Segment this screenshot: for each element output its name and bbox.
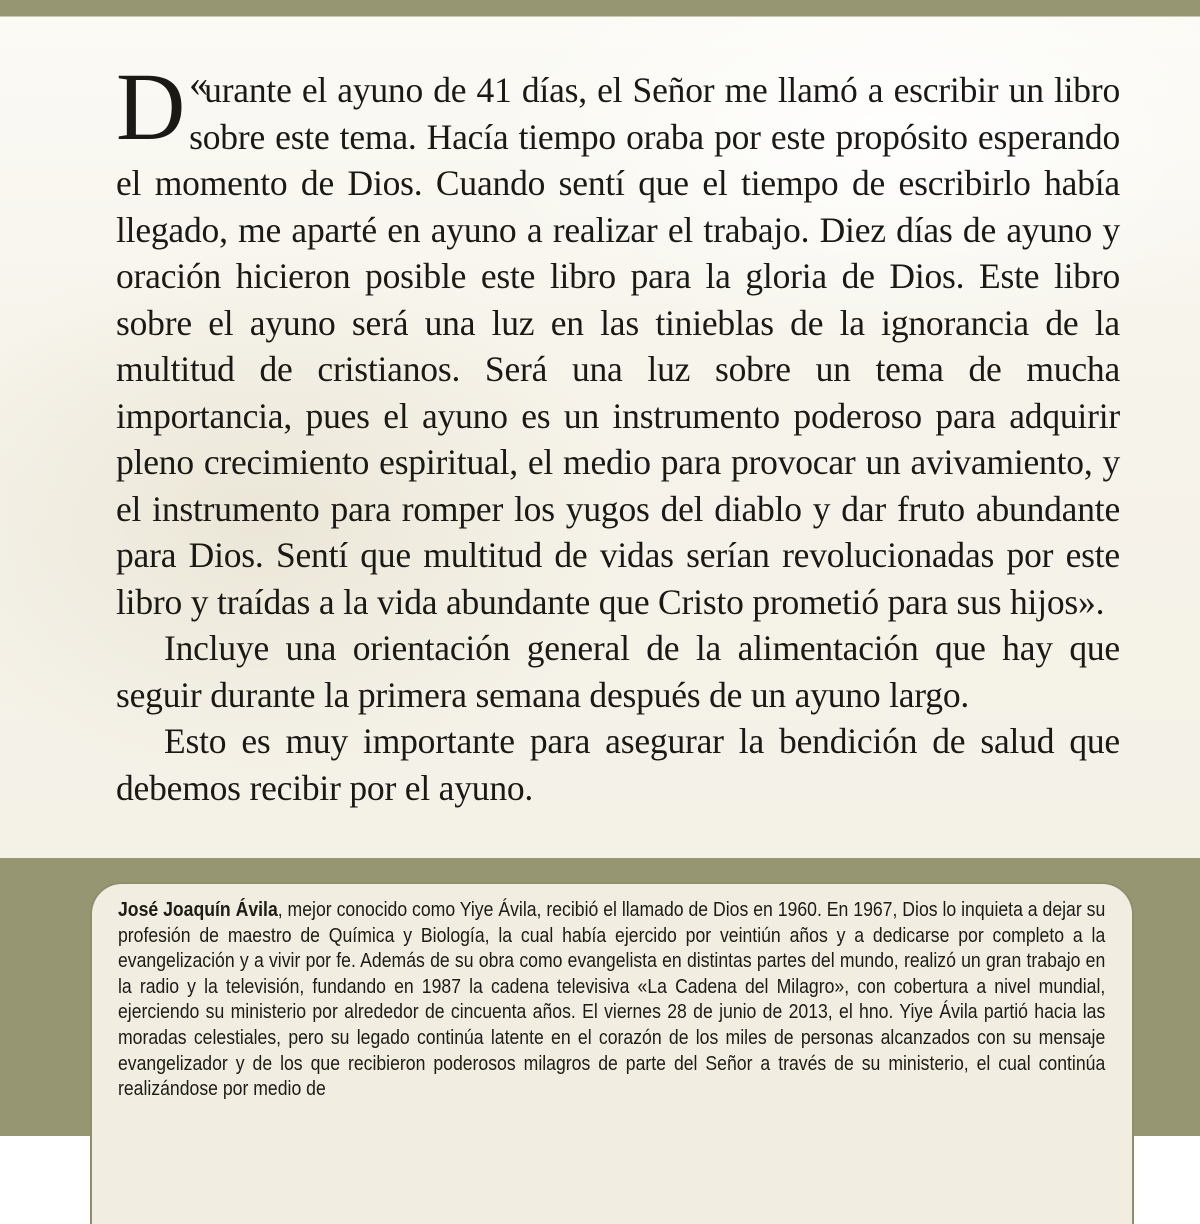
quote-paragraph-1-rest: un libro sobre este tema. Hacía tiempo oraba por este propósito esperando el momento de Dios. Cuando sentí que el tiempo de escribirlo había llegado, me aparté en ayuno a realizar el trabajo. Diez días de ayuno y oración hicieron posible este libro para la gloria de Dios. Este libro sobre el ayuno será una luz en las tinieblas de la ignorancia de la multitud de cristianos. Será una luz sobre un tema de mucha importancia, pues el ayuno es un instrumento poderoso para adquirir pleno crecimiento espiritual, el medio para provocar un avivamiento, y el instrumento para romper los yugos del diablo y dar fruto abundante para Dios. Sentí que multitud de vidas serían revolucionadas por este libro y traídas a la vida abundante que Cristo prometió para sus hijos». [116,70,1120,622]
author-name: José Joaquín Ávila [118,898,278,921]
drop-cap: D [116,53,186,160]
quote-first-line: urante el ayuno de 41 días, el Señor me llamó a escribir [204,70,999,110]
open-quote-mark: « [189,63,203,105]
quote-paragraph-1 [116,53,1120,625]
author-bio-box [92,884,1132,1224]
quote-panel [0,17,1200,858]
quote-paragraph-3: Esto es muy importante para asegurar la bendición de salud que debemos recibir por el ayuno. [116,721,1120,808]
quote-paragraph-2: Incluye una orientación general de la alimentación que hay que seguir durante la primera semana después de un ayuno largo. [116,628,1120,715]
author-bio-body: , mejor conocido como Yiye Ávila, recibió el llamado de Dios en 1960. En 1967, Dios lo inquieta a dejar su profesión de maestro de Química y Biología, la cual había ejercido por veintiún años y a dedicarse por completo a la evangelización y a vivir por fe. Además de su obra como evangelista en distintas partes del mundo, realizó un gran trabajo en la radio y la televisión, fundando en 1987 la cadena televisiva «La Cadena del Milagro», con cobertura a nivel mundial, ejerciendo su ministerio por alrededor de cincuenta años. El viernes 28 de junio de 2013, el hno. Yiye Ávila partió hacia las moradas celestiales, pero su legado continúa latente en el corazón de los miles de personas alcanzados con su mensaje evangelizador y de los que recibieron poderosos milagros de parte del Señor a través de su ministerio, el cual continúa realizándose por medio de [118,898,1106,1101]
top-olive-strip [0,0,1200,17]
author-bio-text [118,897,1105,1102]
quote-body [116,53,1120,811]
